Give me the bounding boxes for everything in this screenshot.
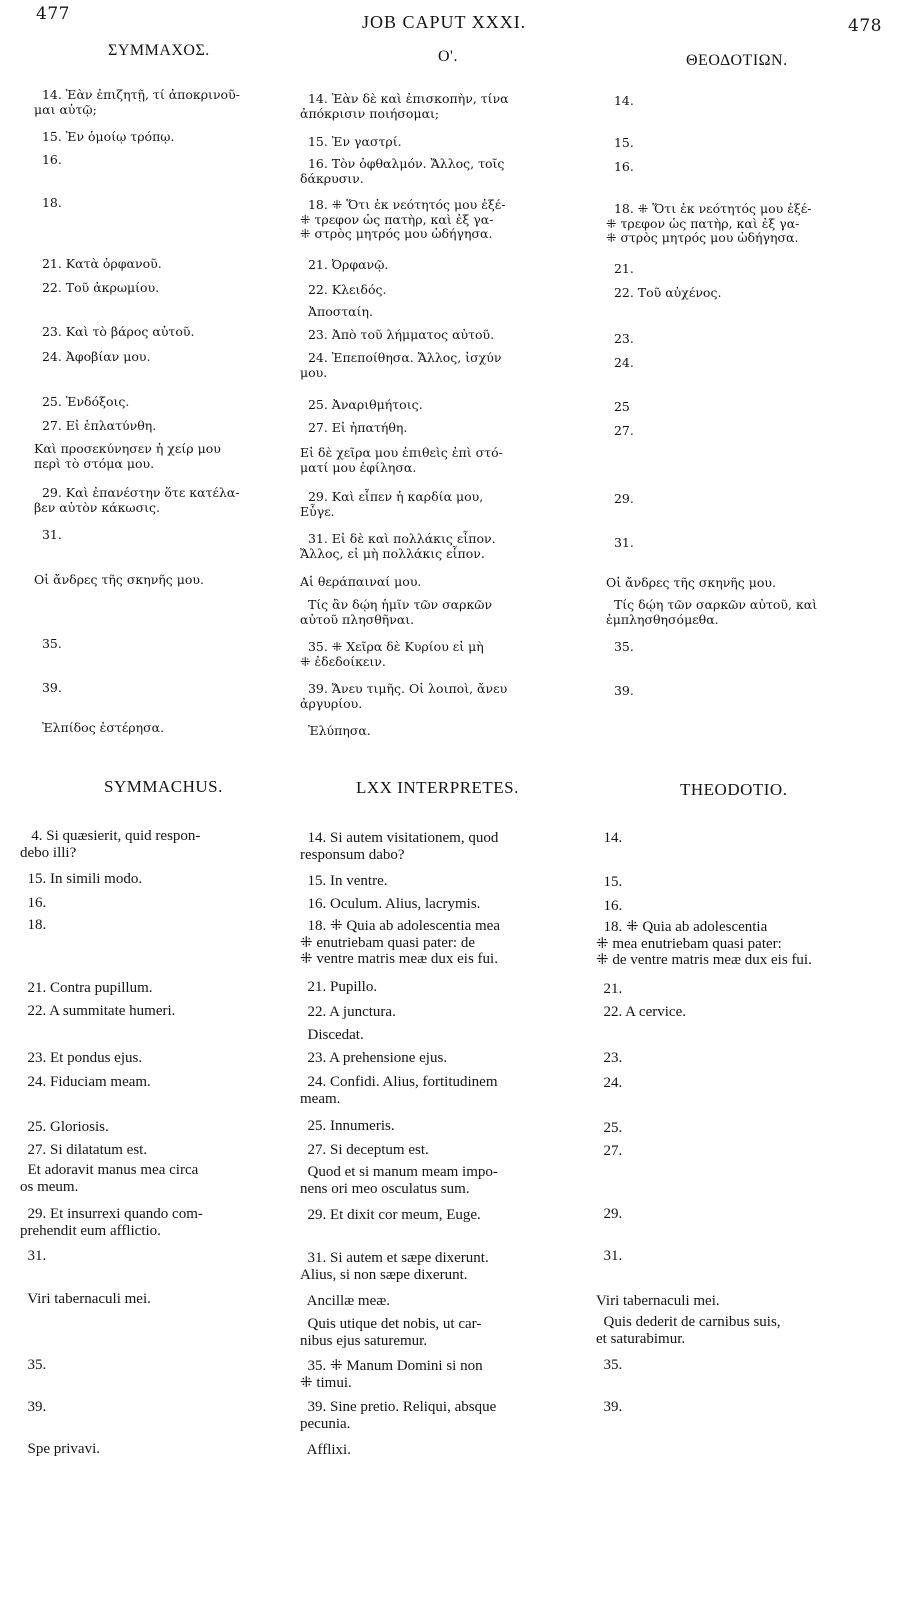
entry: Καὶ προσεκύνησεν ἡ χείρ μου περὶ τὸ στόμα μου. <box>34 441 221 471</box>
entry: 35. <box>20 1357 47 1373</box>
entry: Spe privavi. <box>20 1441 100 1457</box>
entry: 14. Si autem visitationem, quod responsum dabo? <box>300 830 499 863</box>
entry: Viri tabernaculi mei. <box>20 1291 151 1307</box>
entry: 23. <box>606 331 634 346</box>
entry: 15. Ἐν γαστρί. <box>300 134 402 149</box>
entry: 15. <box>596 874 623 890</box>
entry: 31. <box>20 1248 47 1264</box>
entry: 24. <box>606 355 634 370</box>
entry: 29. <box>606 491 634 506</box>
entry: 16. Oculum. Alius, lacrymis. <box>300 896 481 912</box>
entry: 22. A summitate humeri. <box>20 1003 176 1019</box>
entry: 16. <box>20 895 47 911</box>
entry: 31. Si autem et sæpe dixerunt. Alius, si non sæpe dixerunt. <box>300 1250 489 1283</box>
greek-heading-lxx: Ο'. <box>438 48 458 65</box>
entry: 31. Εἰ δὲ καὶ πολλάκις εἶπον. Ἄλλος, εἰ μὴ πολλάκις εἶπον. <box>300 531 496 561</box>
entry: 22. Κλειδός. <box>300 282 387 297</box>
entry: 29. Καὶ εἶπεν ἡ καρδία μου, Εὖγε. <box>300 489 484 519</box>
entry: 21. Contra pupillum. <box>20 980 153 996</box>
entry: 21. Κατὰ ὀρφανοῦ. <box>34 256 162 271</box>
entry: 23. A prehensione ejus. <box>300 1050 448 1066</box>
entry: 39. <box>20 1399 47 1415</box>
entry: 18. ⁜ Quia ab adolescentia mea ⁜ enutriebam quasi pater: de ⁜ ventre matris meæ dux eis fui. <box>300 918 500 967</box>
entry: 14. Ἐὰν ἐπιζητῇ, τί ἀποκρινοῦ- μαι αὐτῷ; <box>34 87 240 117</box>
entry: 15. Ἐν ὁμοίῳ τρόπῳ. <box>34 129 175 144</box>
entry: 18. ⁜ Ὅτι ἐκ νεότητός μου ἐξέ- ⁜ τρεφον ὡς πατὴρ, καὶ ἐξ γα- ⁜ στρὸς μητρός μου ὡδήγησα. <box>300 197 506 241</box>
latin-heading-theodotion: THEODOTIO. <box>680 780 788 799</box>
entry: 16. <box>596 898 623 914</box>
entry: 18. ⁜ Ὅτι ἐκ νεότητός μου ἐξέ- ⁜ τρεφον ὡς πατὴρ, καὶ ἐξ γα- ⁜ στρὸς μητρός μου ὡδήγησα. <box>606 201 812 245</box>
entry: 39. Ἄνευ τιμῆς. Οἱ λοιποὶ, ἄνευ ἀργυρίου. <box>300 681 508 711</box>
entry: Quis utique det nobis, ut car- nibus ejus saturemur. <box>300 1316 482 1349</box>
entry: 27. Εἰ ἠπατήθη. <box>300 420 408 435</box>
entry: 21. Pupillo. <box>300 979 378 995</box>
entry: 22. Τοῦ αὐχένος. <box>606 285 722 300</box>
entry: Ancillæ meæ. <box>300 1293 390 1309</box>
entry: 25. Ἐνδόξοις. <box>34 394 130 409</box>
entry: Afflixi. <box>300 1442 351 1458</box>
entry: 31. <box>606 535 634 550</box>
entry: 23. Ἀπὸ τοῦ λήμματος αὐτοῦ. <box>300 327 495 342</box>
entry: 29. Et dixit cor meum, Euge. <box>300 1207 481 1223</box>
entry: Quod et si manum meam impo- nens ori meo osculatus sum. <box>300 1164 498 1197</box>
entry: 23. Et pondus ejus. <box>20 1050 143 1066</box>
page-number-right: 478 <box>848 16 882 36</box>
entry: 21. <box>596 981 623 997</box>
entry: Discedat. <box>300 1027 364 1043</box>
entry: 16. Τὸν ὀφθαλμόν. Ἄλλος, τοῖς δάκρυσιν. <box>300 156 505 186</box>
entry: Οἱ ἄνδρες τῆς σκηνῆς μου. <box>606 575 776 590</box>
entry: 29. <box>596 1206 623 1222</box>
entry: Τίς δῴη τῶν σαρκῶν αὐτοῦ, καὶ ἐμπλησθησόμεθα. <box>606 597 818 627</box>
greek-heading-symmachus: ΣΥΜΜΑΧΟΣ. <box>108 42 210 59</box>
entry: 23. Καὶ τὸ βάρος αὐτοῦ. <box>34 324 195 339</box>
entry: 14. Ἐὰν δὲ καὶ ἐπισκοπὴν, τίνα ἀπόκρισιν ποιήσομαι; <box>300 91 509 121</box>
entry: 35. <box>606 639 634 654</box>
entry: Viri tabernaculi mei. <box>596 1293 720 1309</box>
entry: 24. Ἀφοβίαν μου. <box>34 349 151 364</box>
entry: 25. Ἀναριθμήτοις. <box>300 397 423 412</box>
entry: 31. <box>596 1248 623 1264</box>
latin-heading-symmachus: SYMMACHUS. <box>104 777 223 796</box>
entry: 25 <box>606 399 630 414</box>
entry: 27. Si deceptum est. <box>300 1142 429 1158</box>
entry: 14. <box>606 93 634 108</box>
greek-heading-theodotion: ΘΕΟΔΟΤΙΩΝ. <box>686 52 788 69</box>
entry: 39. <box>606 683 634 698</box>
entry: 39. Sine pretio. Reliqui, absque pecunia. <box>300 1399 497 1432</box>
entry: 4. Si quæsierit, quid respon- debo illi? <box>20 828 201 861</box>
entry: 39. <box>596 1399 623 1415</box>
entry: Ἀποσταίη. <box>300 304 373 319</box>
entry: Εἰ δὲ χεῖρα μου ἐπιθεὶς ἐπὶ στό- ματί μου ἐφίλησα. <box>300 445 503 475</box>
entry: Αἱ θεράπαιναί μου. <box>300 574 422 589</box>
entry: 24. <box>596 1075 623 1091</box>
entry: 15. <box>606 135 634 150</box>
entry: 16. <box>34 152 62 167</box>
entry: 22. Τοῦ ἀκρωμίου. <box>34 280 160 295</box>
entry: 35. <box>596 1357 623 1373</box>
entry: 27. <box>596 1143 623 1159</box>
entry: Ἐλύπησα. <box>300 723 371 738</box>
entry: 31. <box>34 527 62 542</box>
entry: 25. Gloriosis. <box>20 1119 109 1135</box>
entry: 25. <box>596 1120 623 1136</box>
entry: 16. <box>606 159 634 174</box>
entry: 23. <box>596 1050 623 1066</box>
entry: 35. ⁜ Manum Domini si non ⁜ timui. <box>300 1358 483 1391</box>
entry: 27. Si dilatatum est. <box>20 1142 148 1158</box>
entry: 27. Εἰ ἐπλατύνθη. <box>34 418 157 433</box>
entry: 22. A junctura. <box>300 1004 396 1020</box>
entry: 24. Fiduciam meam. <box>20 1074 151 1090</box>
entry: Ἐλπίδος ἐστέρησα. <box>34 720 165 735</box>
entry: 35. ⁜ Χεῖρα δὲ Κυρίου εἰ μὴ ⁜ ἐδεδοίκειν. <box>300 639 484 669</box>
page-number-left: 477 <box>36 4 70 24</box>
entry: 22. A cervice. <box>596 1004 686 1020</box>
entry: 25. Innumeris. <box>300 1118 395 1134</box>
entry: 21. <box>606 261 634 276</box>
entry: 24. Ἐπεποίθησα. Ἄλλος, ἰσχύν μου. <box>300 350 502 380</box>
entry: 29. Καὶ ἐπανέστην ὅτε κατέλα- βεν αὐτὸν κάκωσις. <box>34 485 240 515</box>
entry: 18. <box>20 917 47 933</box>
entry: 21. Ὀρφανῷ. <box>300 257 389 272</box>
entry: 39. <box>34 680 62 695</box>
entry: Τίς ἂν δῴη ἡμῖν τῶν σαρκῶν αὐτοῦ πλησθῆναι. <box>300 597 493 627</box>
entry: Quis dederit de carnibus suis, et saturabimur. <box>596 1314 781 1347</box>
entry: 18. <box>34 195 62 210</box>
entry: 15. In simili modo. <box>20 871 143 887</box>
entry: 27. <box>606 423 634 438</box>
entry: Οἱ ἄνδρες τῆς σκηνῆς μου. <box>34 572 204 587</box>
entry: 24. Confidi. Alius, fortitudinem meam. <box>300 1074 498 1107</box>
entry: 14. <box>596 830 623 846</box>
running-title: JOB CAPUT XXXI. <box>362 12 527 32</box>
entry: 15. In ventre. <box>300 873 388 889</box>
latin-heading-lxx: LXX INTERPRETES. <box>356 778 519 797</box>
entry: 18. ⁜ Quia ab adolescentia ⁜ mea enutriebam quasi pater: ⁜ de ventre matris meæ dux eis fui. <box>596 919 812 968</box>
entry: Et adoravit manus mea circa os meum. <box>20 1162 199 1195</box>
entry: 35. <box>34 636 62 651</box>
entry: 29. Et insurrexi quando com- prehendit eum afflictio. <box>20 1206 203 1239</box>
